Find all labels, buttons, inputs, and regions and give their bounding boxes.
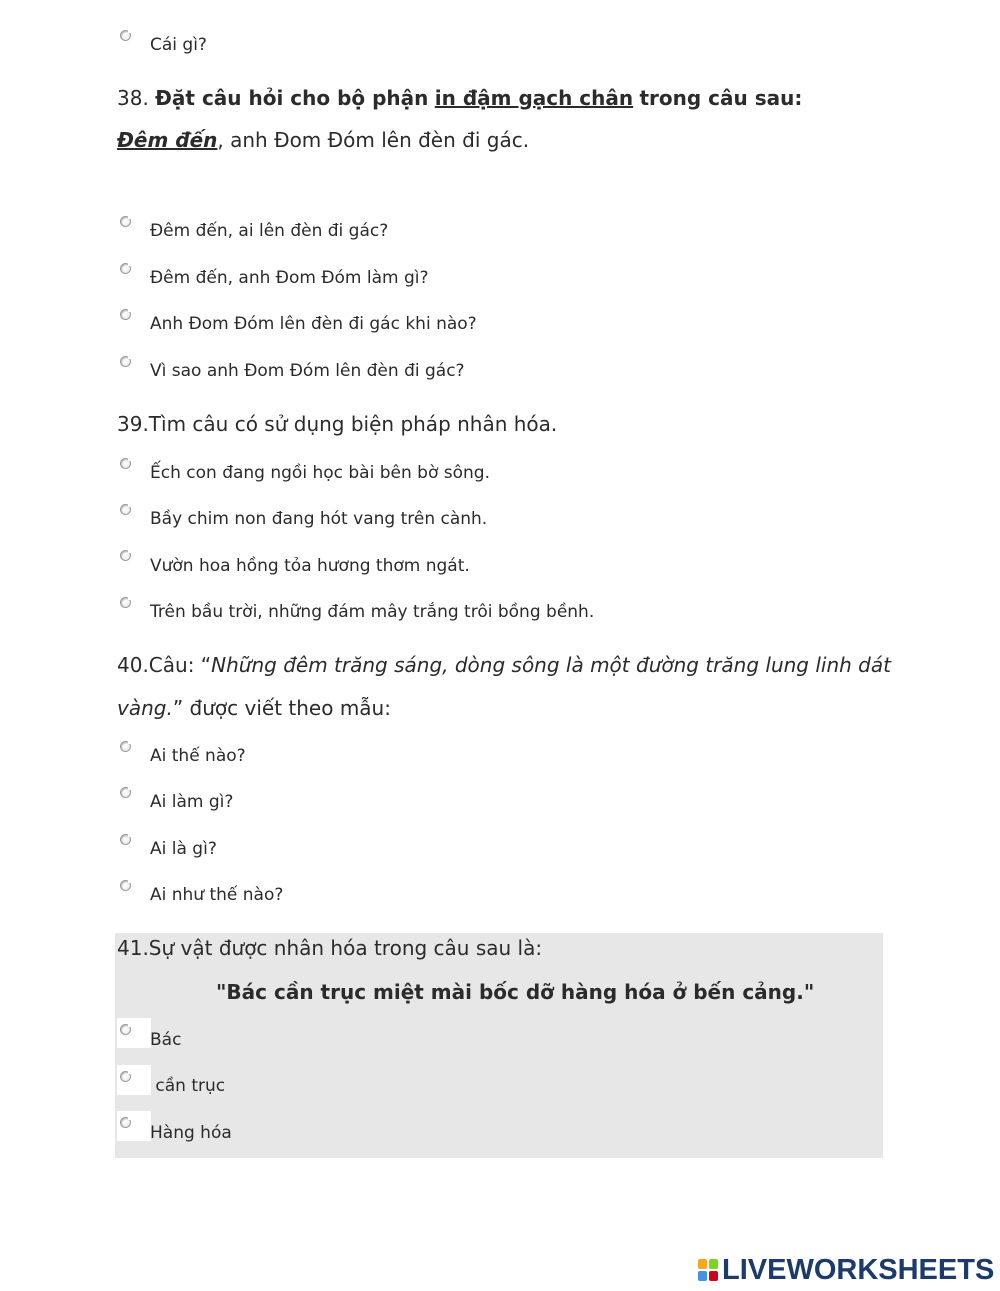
radio-button[interactable]	[120, 504, 131, 515]
radio-button[interactable]	[120, 550, 131, 561]
option-q39-2: Bầy chim non đang hót vang trên cành.	[150, 509, 488, 529]
option-q38-4: Vì sao anh Đom Đóm lên đèn đi gác?	[150, 361, 465, 381]
radio-button[interactable]	[120, 263, 131, 274]
sentence-rest: , anh Đom Đóm lên đèn đi gác.	[217, 128, 530, 152]
question-40-quote-end: vàng.	[117, 696, 173, 720]
radio-button[interactable]	[120, 216, 131, 227]
option-q38-1: Đêm đến, ai lên đèn đi gác?	[150, 221, 389, 241]
radio-button[interactable]	[120, 1071, 131, 1082]
prompt-bold-part-2: trong câu sau:	[639, 86, 803, 110]
question-40-suffix: ” được viết theo mẫu:	[172, 696, 391, 720]
radio-button[interactable]	[120, 30, 131, 41]
logo-text: LIVEWORKSHEETS	[722, 1253, 995, 1286]
option-q40-4: Ai như thế nào?	[150, 885, 284, 905]
radio-button[interactable]	[120, 309, 131, 320]
option-q37-1: Cái gì?	[150, 35, 207, 55]
option-q39-3: Vườn hoa hồng tỏa hương thơm ngát.	[150, 556, 470, 576]
option-q40-3: Ai là gì?	[150, 839, 217, 859]
question-41-prompt: 41.Sự vật được nhân hóa trong câu sau là:	[117, 936, 543, 960]
question-39-prompt: 39.Tìm câu có sử dụng biện pháp nhân hóa.	[117, 412, 558, 436]
question-41-sentence: "Bác cần trục miệt mài bốc dỡ hàng hóa ở bến cảng."	[216, 980, 815, 1004]
option-q41-2: cần trục	[150, 1076, 226, 1096]
logo-mark-icon	[697, 1258, 719, 1282]
option-q40-1: Ai thế nào?	[150, 746, 246, 766]
option-q41-1: Bác	[150, 1030, 182, 1050]
question-38-prompt	[117, 86, 802, 110]
question-38-sentence	[117, 128, 529, 152]
option-q41-3: Hàng hóa	[150, 1123, 232, 1143]
question-40-quote: Những đêm trăng sáng, dòng sông là một đường trăng lung linh dát	[211, 653, 891, 677]
question-40-prefix: 40.Câu: “	[117, 653, 212, 677]
radio-button[interactable]	[120, 1024, 131, 1035]
liveworksheets-logo	[697, 1255, 994, 1285]
prompt-bold-part: Đặt câu hỏi cho bộ phận	[155, 86, 429, 110]
option-q39-1: Ếch con đang ngồi học bài bên bờ sông.	[150, 463, 490, 483]
radio-button[interactable]	[120, 741, 131, 752]
prompt-underlined-part: in đậm gạch chân	[434, 86, 634, 110]
question-40-line1	[117, 653, 891, 677]
option-q39-4: Trên bầu trời, những đám mây trắng trôi bồng bềnh.	[150, 602, 595, 622]
radio-button[interactable]	[120, 787, 131, 798]
radio-button[interactable]	[120, 356, 131, 367]
radio-button[interactable]	[120, 597, 131, 608]
radio-button[interactable]	[120, 458, 131, 469]
option-q38-3: Anh Đom Đóm lên đèn đi gác khi nào?	[150, 314, 477, 334]
sentence-emphasis: Đêm đến	[117, 128, 218, 152]
question-number: 38.	[117, 86, 149, 110]
radio-button[interactable]	[120, 1117, 131, 1128]
option-q40-2: Ai làm gì?	[150, 792, 234, 812]
option-q38-2: Đêm đến, anh Đom Đóm làm gì?	[150, 268, 429, 288]
question-40-line2	[117, 696, 391, 720]
radio-button[interactable]	[120, 834, 131, 845]
radio-button[interactable]	[120, 880, 131, 891]
